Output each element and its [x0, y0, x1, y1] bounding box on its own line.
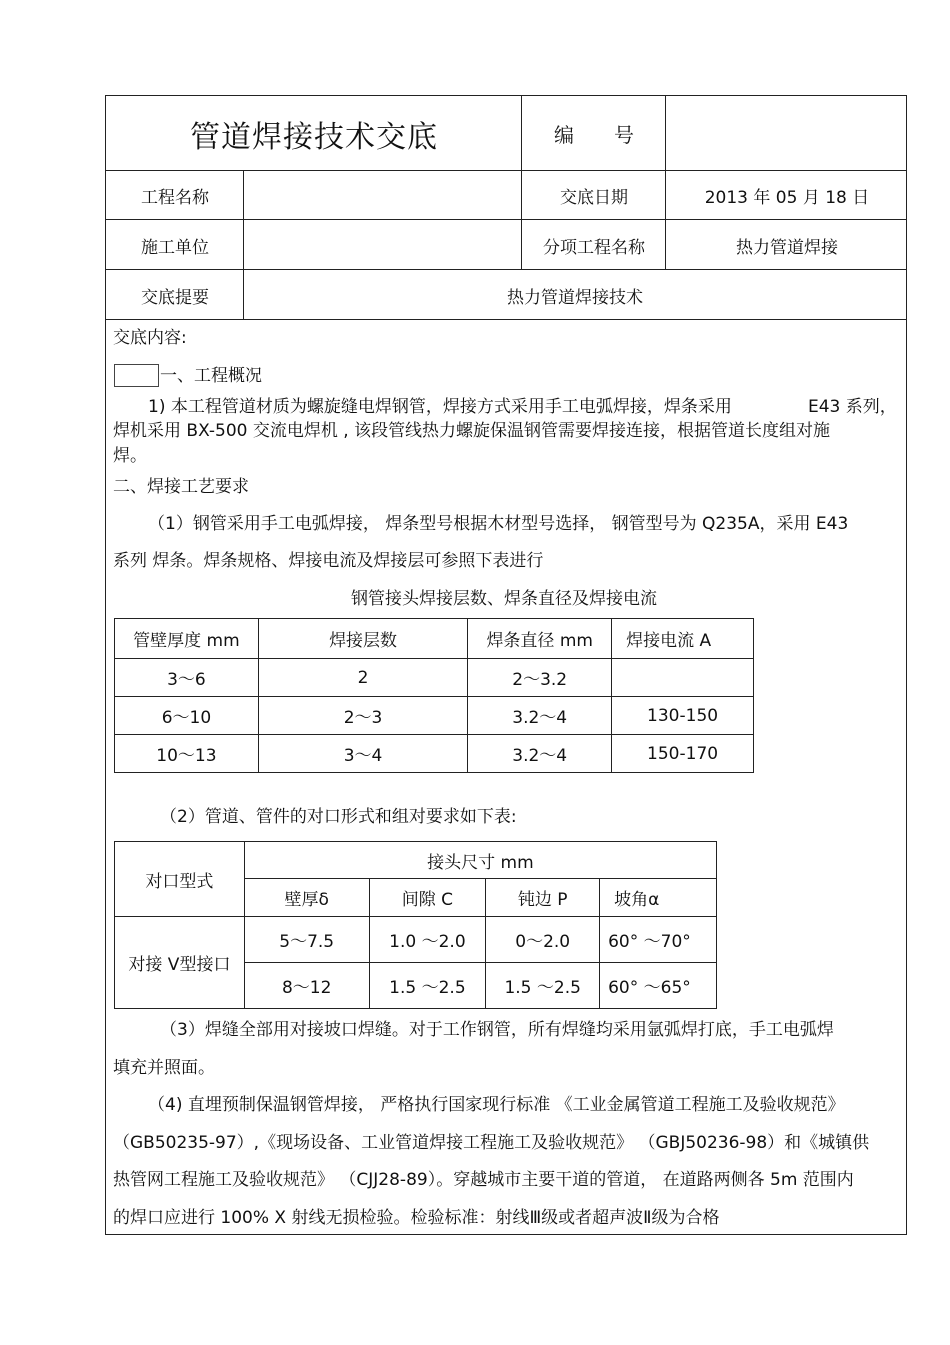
- project-name-label: 工程名称: [141, 187, 209, 208]
- table-row: [115, 735, 754, 773]
- table-cell: 3～4: [258, 735, 467, 773]
- table-header: 坡角α: [600, 879, 717, 917]
- divider: [665, 95, 666, 270]
- table-row: [115, 917, 717, 963]
- table-cell: 对接 V型接口: [115, 917, 245, 1009]
- content-intro: 交底内容:: [113, 328, 187, 348]
- paragraph-1-line-2: 焊机采用 BX-500 交流电焊机 , 该段管线热力螺旋保温钢管需要焊接连接，根据管道长度组对施: [113, 421, 831, 441]
- table-header: 管壁厚度 mm: [115, 619, 259, 659]
- project-name-value: [245, 171, 521, 219]
- number-value: [667, 97, 907, 170]
- paragraph-2-line-1: （1）钢管采用手工电弧焊接， 焊条型号根据木材型号选择， 钢管型号为 Q235A，采用 E43: [148, 514, 849, 534]
- table-header: 壁厚δ: [244, 879, 369, 917]
- table-cell: 150-170: [612, 735, 754, 773]
- table-cell: 60° ～65°: [600, 963, 717, 1009]
- summary-label: 交底提要: [141, 287, 209, 308]
- table-header: 接头尺寸 mm: [244, 842, 716, 879]
- table-1-caption: 钢管接头焊接层数、焊条直径及焊接电流: [351, 589, 657, 609]
- paragraph-1-line-1: 1) 本工程管道材质为螺旋缝电焊钢管，焊接方式采用手工电弧焊接，焊条采用: [148, 397, 732, 417]
- number-label-char-1: 编: [554, 123, 574, 147]
- table-cell: 6～10: [115, 697, 259, 735]
- number-label-char-2: 号: [614, 123, 634, 147]
- table-cell: 60° ～70°: [600, 917, 717, 963]
- paragraph-1-line-1b: E43 系列，: [808, 397, 897, 417]
- table-cell: 3.2～4: [468, 735, 612, 773]
- joint-dimension-table: [114, 841, 717, 1009]
- unit-label: 施工单位: [141, 237, 209, 258]
- table-cell: 1.5 ～2.5: [369, 963, 486, 1009]
- table-header: 焊接层数: [258, 619, 467, 659]
- paragraph-1-line-3: 焊。: [113, 446, 147, 466]
- paragraph-5-line-3: 热管网工程施工及验收规范》 （CJJ28-89）。穿越城市主要干道的管道， 在道路两侧各 5m 范围内: [113, 1170, 854, 1190]
- table-cell: 10～13: [115, 735, 259, 773]
- table-cell: [612, 659, 754, 697]
- paragraph-4-line-2: 填充并照面。: [113, 1058, 215, 1078]
- blank-box: [114, 364, 159, 387]
- table-header: 间隙 C: [369, 879, 486, 917]
- paragraph-3: （2）管道、管件的对口形式和组对要求如下表:: [160, 807, 517, 827]
- divider: [243, 170, 244, 320]
- table-cell: 130-150: [612, 697, 754, 735]
- table-header: 焊接电流 A: [612, 619, 754, 659]
- table-cell: 8～12: [244, 963, 369, 1009]
- page-title: 管道焊接技术交底: [190, 119, 438, 155]
- table-cell: 3～6: [115, 659, 259, 697]
- date-value: 2013 年 05 月 18 日: [704, 187, 870, 208]
- subproject-value: 热力管道焊接: [736, 237, 838, 258]
- paragraph-5-line-1: （4) 直埋预制保温钢管焊接， 严格执行国家现行标准 《工业金属管道工程施工及验收规范》: [148, 1095, 845, 1115]
- divider: [105, 319, 907, 320]
- welding-parameter-table: [114, 618, 754, 773]
- table-cell: 1.5 ～2.5: [486, 963, 600, 1009]
- divider: [521, 95, 522, 270]
- paragraph-5-line-4: 的焊口应进行 100% X 射线无损检验。检验标准：射线Ⅲ级或者超声波Ⅱ级为合格: [113, 1208, 720, 1228]
- date-label: 交底日期: [560, 187, 628, 208]
- table-cell: 3.2～4: [468, 697, 612, 735]
- table-row: [115, 659, 754, 697]
- number-label: [523, 97, 665, 170]
- table-row: [115, 697, 754, 735]
- table-header: 焊条直径 mm: [468, 619, 612, 659]
- table-cell: 2～3.2: [468, 659, 612, 697]
- subproject-label: 分项工程名称: [543, 237, 645, 258]
- table-cell: 5～7.5: [244, 917, 369, 963]
- table-cell: 1.0 ～2.0: [369, 917, 486, 963]
- table-header: 钝边 P: [486, 879, 600, 917]
- table-cell: 2～3: [258, 697, 467, 735]
- paragraph-5-line-2: （GB50235-97）,《现场设备、工业管道焊接工程施工及验收规范》 （GBJ50236-98）和《城镇供: [113, 1133, 870, 1153]
- paragraph-2-line-2: 系列 焊条。焊条规格、焊接电流及焊接层可参照下表进行: [113, 551, 544, 571]
- unit-value: [245, 221, 521, 269]
- section-1-title: 一、工程概况: [160, 366, 262, 386]
- table-cell: 2: [258, 659, 467, 697]
- divider: [105, 219, 907, 220]
- summary-value: 热力管道焊接技术: [507, 287, 643, 308]
- paragraph-4-line-1: （3）焊缝全部用对接坡口焊缝。对于工作钢管，所有焊缝均采用氩弧焊打底，手工电弧焊: [160, 1020, 834, 1040]
- table-cell: 0～2.0: [486, 917, 600, 963]
- table-header: 对口型式: [115, 842, 245, 917]
- divider: [105, 269, 907, 270]
- section-2-title: 二、焊接工艺要求: [113, 477, 249, 497]
